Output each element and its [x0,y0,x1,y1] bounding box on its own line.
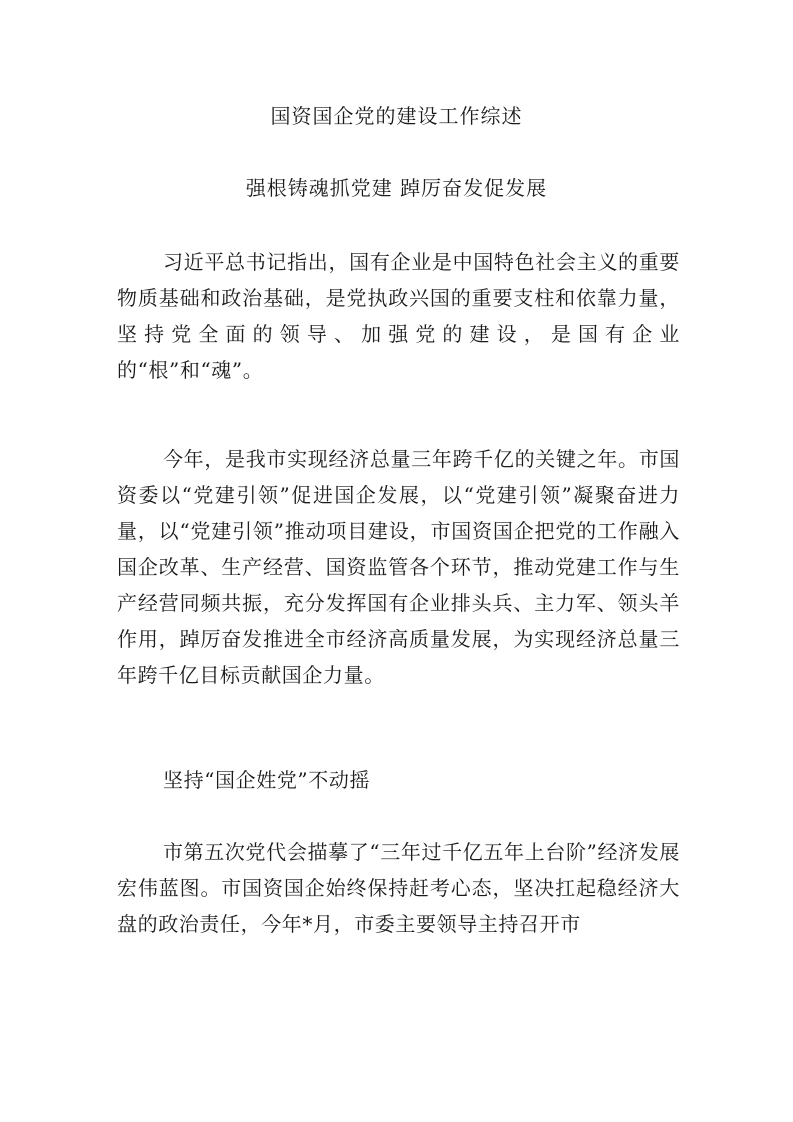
paragraph-party-congress: 市第五次党代会描摹了“三年过千亿五年上台阶”经济发展宏伟蓝图。市国资国企始终保持赶考心态，坚决扛起稳经济大盘的政治责任，今年*月，市委主要领导主持召开市 [117,840,680,936]
section-heading: 坚持“国企姓党”不动摇 [163,768,371,792]
paragraph-intro: 习近平总书记指出，国有企业是中国特色社会主义的重要物质基础和政治基础，是党执政兴国的重要支柱和依靠力量，坚持党全面的领导、加强党的建设，是国有企业的“根”和“魂”。 [117,250,680,382]
paragraph-this-year: 今年，是我市实现经济总量三年跨千亿的关键之年。市国资委以“党建引领”促进国企发展，以“党建引领”凝聚奋进力量，以“党建引领”推动项目建设，市国资国企把党的工作融入国企改革、生产经营、国资监管各个环节，推动党建工作与生产经营同频共振，充分发挥国有企业排头兵、主力军、领头羊作用，踔厉奋发推进全市经济高质量发展，为实现经济总量三年跨千亿目标贡献国企力量。 [117,447,680,687]
document-title: 国资国企党的建设工作综述 [270,104,523,128]
document-subtitle: 强根铸魂抓党建 踔厉奋发促发展 [245,176,548,200]
